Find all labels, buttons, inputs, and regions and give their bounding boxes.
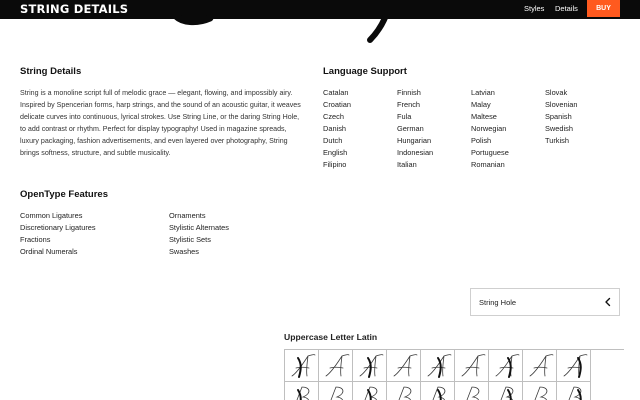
- glyph-section-title: Uppercase Letter Latin: [284, 332, 378, 342]
- nav-styles-link[interactable]: Styles: [524, 4, 545, 13]
- language-item: German: [397, 124, 424, 133]
- opentype-column: [169, 210, 229, 258]
- language-item: Spanish: [545, 112, 572, 121]
- language-item: Finnish: [397, 88, 421, 97]
- glyph-a-icon: [560, 352, 588, 380]
- language-column: [397, 87, 433, 171]
- glyph-a-icon: [322, 352, 350, 380]
- glyph-b-icon: [492, 384, 520, 400]
- language-item: Malay: [471, 100, 491, 109]
- language-item: Italian: [397, 160, 417, 169]
- glyph-b-icon: [560, 384, 588, 400]
- glyph-grid: [284, 349, 624, 400]
- language-column: [471, 87, 509, 171]
- buy-button[interactable]: BUY: [587, 0, 620, 17]
- opentype-feature: Ornaments: [169, 211, 206, 220]
- glyph-b-icon: [390, 384, 418, 400]
- glyph-a-icon: [288, 352, 316, 380]
- language-item: Norwegian: [471, 124, 507, 133]
- language-item: Polish: [471, 136, 492, 145]
- style-selector-value: String Hole: [479, 298, 517, 307]
- glyph-b-icon: [322, 384, 350, 400]
- language-item: Latvian: [471, 88, 495, 97]
- glyph-b-icon: [424, 384, 452, 400]
- glyph-a-icon: [390, 352, 418, 380]
- opentype-feature: Stylistic Alternates: [169, 223, 229, 232]
- glyph-b-icon: [288, 384, 316, 400]
- glyph-cell[interactable]: [387, 382, 421, 400]
- opentype-feature: Swashes: [169, 247, 199, 256]
- glyph-cell[interactable]: [489, 350, 523, 382]
- glyph-cell[interactable]: [353, 382, 387, 400]
- language-item: Turkish: [545, 136, 569, 145]
- opentype-column: [20, 210, 96, 258]
- language-item: Slovenian: [545, 100, 578, 109]
- glyph-cell[interactable]: [319, 350, 353, 382]
- glyph-cell[interactable]: [421, 350, 455, 382]
- opentype-feature: Common Ligatures: [20, 211, 83, 220]
- style-selector[interactable]: [470, 288, 620, 316]
- nav-details-link[interactable]: Details: [555, 4, 578, 13]
- language-item: Hungarian: [397, 136, 432, 145]
- opentype-heading: OpenType Features: [20, 189, 108, 200]
- glyph-b-icon: [458, 384, 486, 400]
- glyph-a-icon: [458, 352, 486, 380]
- glyph-a-icon: [356, 352, 384, 380]
- glyph-cell[interactable]: [285, 382, 319, 400]
- details-description: String is a monoline script full of melodic grace — elegant, flowing, and impossibly airy. Inspired by Spencerian forms, harp strings, and the sound of an acoustic guitar, it weaves delicate curves into continuous, lyrical strokes. Use String Line, or the daring String Hole, to add contrast or rhythm. Perfect for display typography! Used in magazine spreads, luxury packaging, fashion advertisements, and even layered over photography, String brings softness, structure, and subtle musicality.: [20, 89, 301, 157]
- opentype-feature: Fractions: [20, 235, 51, 244]
- language-item: Portuguese: [471, 148, 509, 157]
- language-item: Fula: [397, 112, 412, 121]
- opentype-feature: Ordinal Numerals: [20, 247, 78, 256]
- brand-title[interactable]: STRING DETAILS: [20, 2, 129, 16]
- language-column: [545, 87, 577, 147]
- glyph-a-icon: [424, 352, 452, 380]
- language-item: Romanian: [471, 160, 505, 169]
- glyph-cell[interactable]: [285, 350, 319, 382]
- glyph-cell[interactable]: [455, 350, 489, 382]
- top-nav-bar: [0, 0, 640, 19]
- glyph-cell[interactable]: [353, 350, 387, 382]
- language-column: [323, 87, 351, 171]
- glyph-cell[interactable]: [319, 382, 353, 400]
- glyph-cell[interactable]: [523, 382, 557, 400]
- language-item: French: [397, 100, 421, 109]
- glyph-b-icon: [356, 384, 384, 400]
- language-item: Filipino: [323, 160, 347, 169]
- glyph-cell[interactable]: [489, 382, 523, 400]
- glyph-cell[interactable]: [557, 350, 591, 382]
- language-item: Czech: [323, 112, 344, 121]
- glyph-cell[interactable]: [557, 382, 591, 400]
- glyph-cell[interactable]: [455, 382, 489, 400]
- language-item: Catalan: [323, 88, 349, 97]
- glyph-cell[interactable]: [387, 350, 421, 382]
- glyph-a-icon: [492, 352, 520, 380]
- glyph-cell[interactable]: [421, 382, 455, 400]
- chevron-left-icon[interactable]: [603, 297, 613, 307]
- language-item: Swedish: [545, 124, 573, 133]
- details-heading: String Details: [20, 66, 82, 77]
- opentype-feature: Discretionary Ligatures: [20, 223, 96, 232]
- glyph-b-icon: [526, 384, 554, 400]
- glyph-a-icon: [526, 352, 554, 380]
- language-item: Dutch: [323, 136, 343, 145]
- language-item: English: [323, 148, 348, 157]
- language-item: Danish: [323, 124, 347, 133]
- language-item: Croatian: [323, 100, 351, 109]
- language-support-heading: Language Support: [323, 66, 407, 77]
- glyph-cell[interactable]: [523, 350, 557, 382]
- language-item: Indonesian: [397, 148, 434, 157]
- opentype-feature: Stylistic Sets: [169, 235, 211, 244]
- language-item: Maltese: [471, 112, 497, 121]
- language-item: Slovak: [545, 88, 568, 97]
